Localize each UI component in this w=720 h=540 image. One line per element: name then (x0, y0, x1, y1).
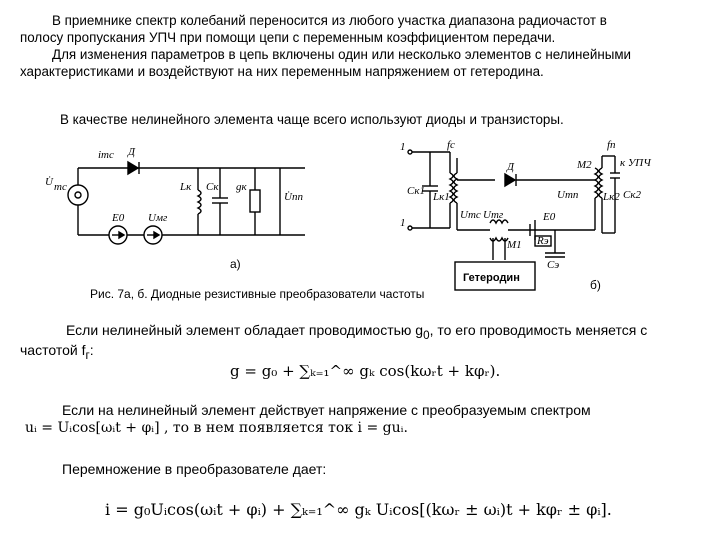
label-ck2: Cк2 (623, 189, 641, 201)
label-lk1: Lк1 (433, 191, 450, 203)
elements-note: В качестве нелинейного элемента чаще всего используют диоды и транзисторы. (60, 112, 564, 127)
formula-product: i = g₀Uᵢcos(ωᵢt + φᵢ) + ∑ₖ₌₁^∞ gₖ Uᵢcos[(kωᵣ ± ωᵢ)t + kφᵣ ± φᵢ]. (105, 500, 612, 519)
label-umg-a: Uмг (148, 212, 168, 224)
voltage-line-1: Если на нелинейный элемент действует напряжение с преобразуемым спектром (62, 402, 591, 418)
label-fp: fп (607, 139, 616, 151)
label-umc-b: Umc (460, 209, 481, 221)
label-1-top: 1 (400, 141, 406, 153)
label-re: Rэ (537, 235, 549, 247)
label-m2: M2 (577, 159, 592, 171)
label-imc: imc (98, 149, 114, 161)
conductance-line-2: частотой $f_г$: (20, 342, 94, 362)
intro-line-4: характеристиками и воздействуют на них переменным напряжением от гетеродина. (20, 64, 544, 79)
label-umc-a-sub: mc (54, 181, 67, 193)
circuit-diagram-b (395, 138, 675, 298)
label-gk: gк (236, 181, 247, 193)
formula-conductance: g = g₀ + ∑ₖ₌₁^∞ gₖ cos(kωᵣt + kφᵣ). (230, 362, 501, 380)
figure-caption: Рис. 7а, б. Диодные резистивные преобразователи частоты (90, 287, 425, 301)
label-fc: fc (447, 139, 455, 151)
figure-label-a: а) (230, 257, 241, 271)
voltage-line-2: uᵢ = Uᵢcos[ωᵢt + φᵢ] , то в нем появляется ток i = guᵢ. (25, 420, 408, 436)
intro-line-1: В приемнике спектр колебаний переносится из любого участка диапазона радиочастот в (52, 13, 607, 28)
label-diode-b: Д (507, 161, 514, 173)
label-ce: Cэ (547, 259, 560, 271)
label-e0-a: E0 (112, 212, 125, 224)
heterodyne-label: Гетеродин (463, 272, 520, 284)
label-ifa: к УПЧ (620, 157, 651, 169)
circuit-diagram-a (40, 140, 310, 255)
label-lk: Lк (180, 181, 192, 193)
label-lk2: Lк2 (603, 191, 620, 203)
figure-label-b: б) (590, 278, 601, 292)
label-ump: Umп (557, 189, 579, 201)
intro-line-2: полосу пропускания УПЧ при помощи цепи с переменным коэффициентом передачи. (20, 30, 556, 45)
label-ck: Cк (206, 181, 219, 193)
intro-line-3: Для изменения параметров в цепь включены один или несколько элементов с нелинейными (52, 47, 632, 62)
label-upp: U̇пп (284, 191, 303, 203)
label-ck1: Cк1 (407, 185, 425, 197)
label-e0-b: E0 (543, 211, 556, 223)
label-diode-a: Д (128, 146, 135, 158)
label-umg-b: Umг (483, 209, 504, 221)
product-heading: Перемножение в преобразователе дает: (62, 461, 327, 477)
label-1-bottom: 1 (400, 217, 406, 229)
label-m1: M1 (507, 239, 522, 251)
conductance-line-1: Если нелинейный элемент обладает проводимостью $g_0$, то его проводимость меняется с (66, 322, 648, 342)
label-umc-a: U̇ (45, 176, 53, 188)
